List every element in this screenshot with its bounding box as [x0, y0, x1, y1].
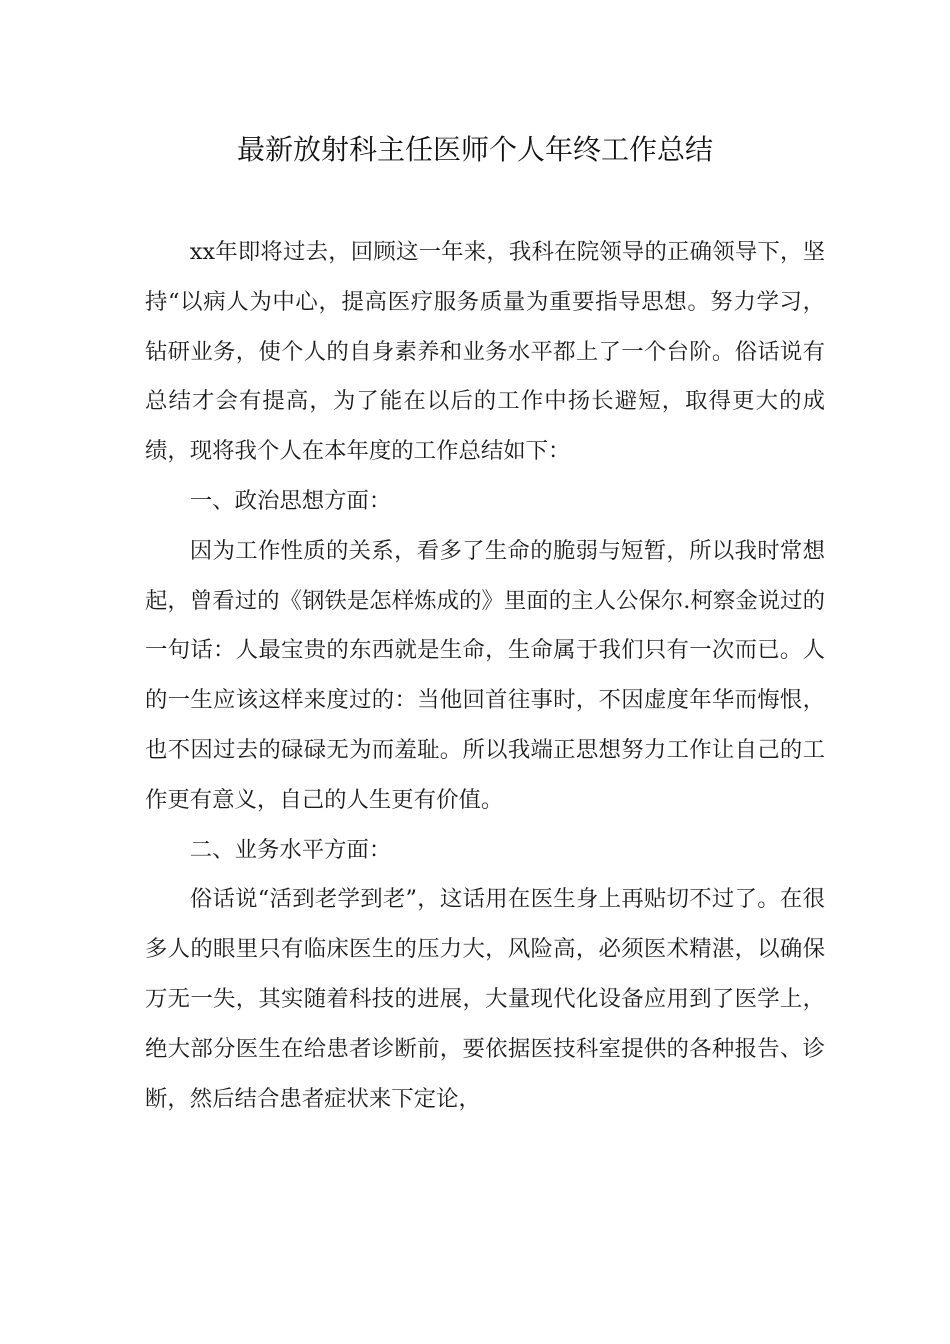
document-title: 最新放射科主任医师个人年终工作总结	[236, 133, 713, 166]
section-heading-professional: 二、业务水平方面：	[189, 836, 392, 863]
paragraph-political: 因为工作性质的关系，看多了生命的脆弱与短暂，所以我时常想起，曾看过的《钢铁是怎样炼成的》里面的主人公保尔.柯察金说过的一句话：人最宝贵的东西就是生命，生命属于我们只有一次而已。人的一生应该这样来度过的：当他回首往事时，不因虚度年华而悔恨，也不因过去的碌碌无为而羞耻。所以我端正思想努力工作让自己的工作更有意义，自己的人生更有价值。	[145, 537, 825, 813]
section-heading-political: 一、政治思想方面：	[189, 487, 392, 514]
paragraph-intro: xx年即将过去，回顾这一年来，我科在院领导的正确领导下，坚持“以病人为中心，提高医疗服务质量为重要指导思想。努力学习，钻研业务，使个人的自身素养和业务水平都上了一个台阶。俗话说有总结才会有提高，为了能在以后的工作中扬长避短，取得更大的成绩，现将我个人在本年度的工作总结如下：	[145, 239, 825, 465]
document-body	[145, 228, 825, 1124]
paragraph-professional: 俗话说“活到老学到老”，这话用在医生身上再贴切不过了。在很多人的眼里只有临床医生的压力大，风险高，必须医术精湛，以确保万无一失，其实随着科技的进展，大量现代化设备应用到了医学上，绝大部分医生在给患者诊断前，要依据医技科室提供的各种报告、诊断，然后结合患者症状来下定论，	[145, 886, 825, 1112]
